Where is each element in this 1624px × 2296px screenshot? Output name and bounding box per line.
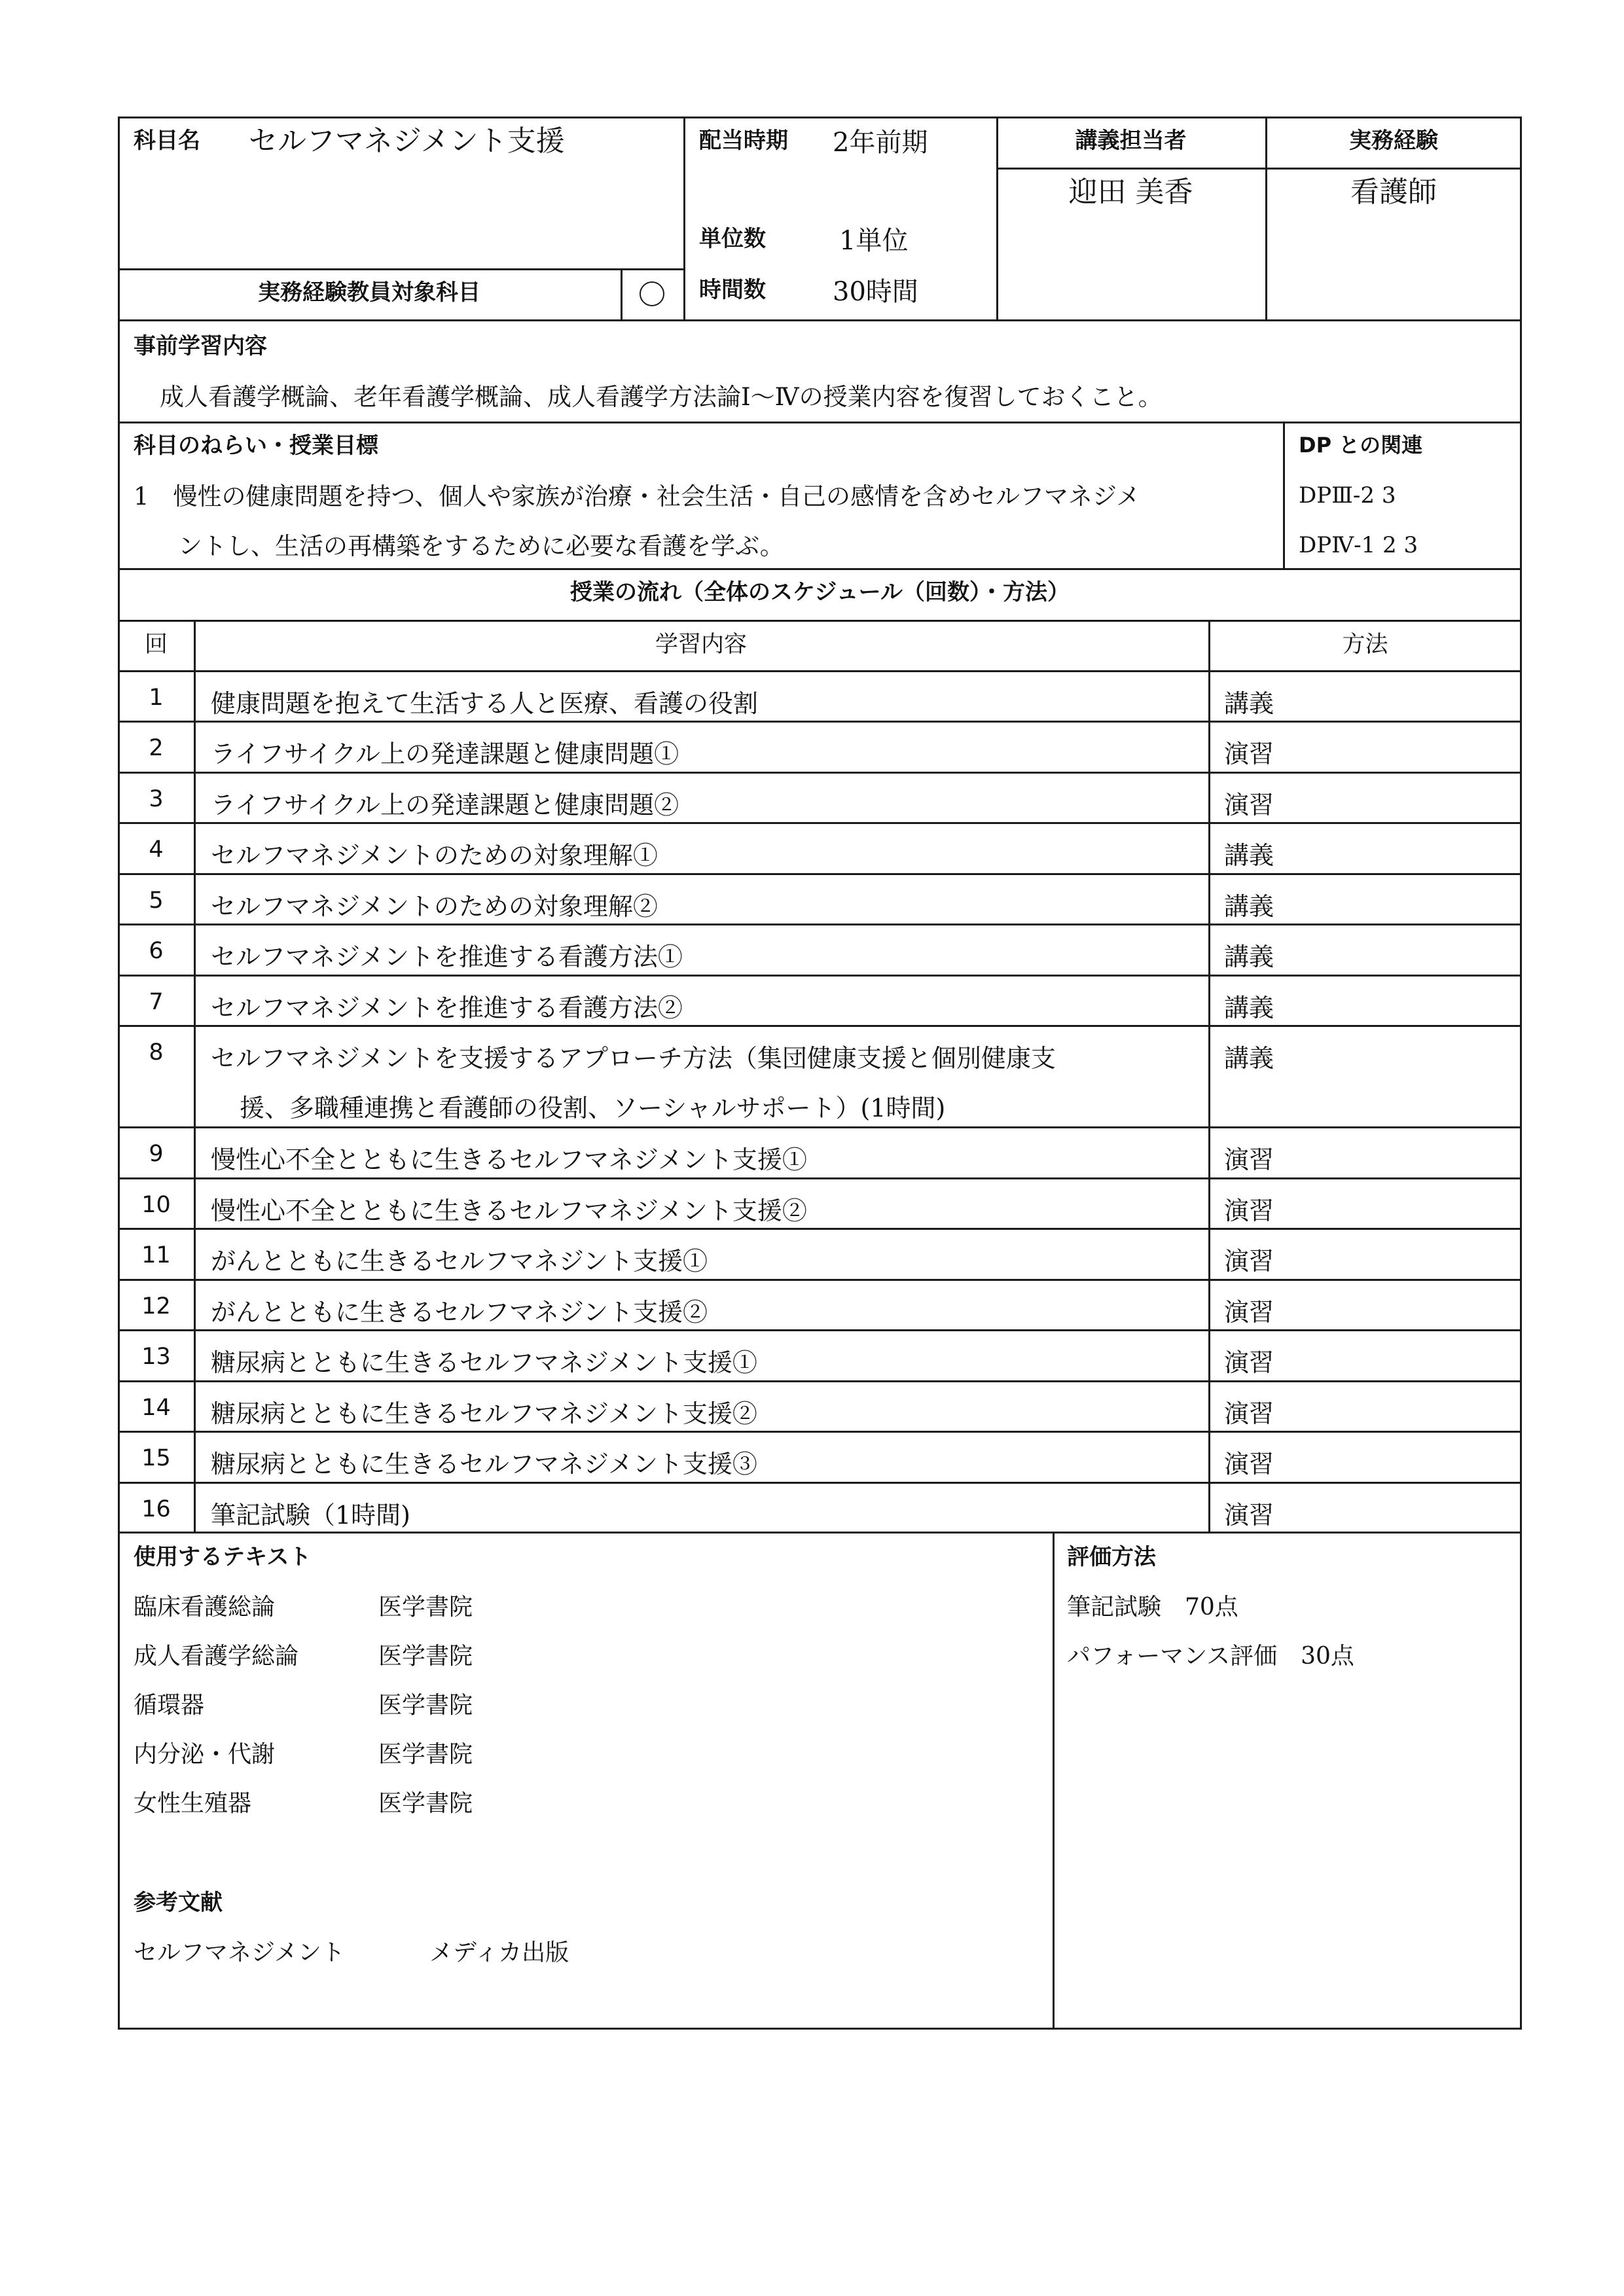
row-content: セルフマネジメントを推進する看護方法② (211, 994, 683, 1022)
reference-publisher: メディカ出版 (429, 1939, 569, 1966)
row-method: 演習 (1224, 1450, 1274, 1479)
subject-label: 科目名 (134, 128, 200, 154)
table-row (118, 925, 1520, 975)
table-row (118, 1382, 1520, 1432)
text-title: 臨床看護総論 (134, 1594, 276, 1621)
prep-label: 事前学習内容 (134, 333, 267, 359)
reference-title: セルフマネジメント (134, 1939, 345, 1966)
schedule-title: 授業の流れ（全体のスケジュール（回数）・方法） (570, 579, 1070, 605)
row-content: 糖尿病とともに生きるセルフマネジメント支援③ (211, 1450, 757, 1479)
target-mark-circle (640, 281, 664, 306)
row-number: 5 (149, 888, 164, 914)
row-content: 糖尿病とともに生きるセルフマネジメント支援② (211, 1399, 757, 1428)
experience-value: 看護師 (1350, 175, 1437, 209)
row-method: 演習 (1224, 1298, 1274, 1327)
table-row (118, 1229, 1520, 1280)
row-number: 15 (141, 1445, 171, 1471)
row-method: 演習 (1224, 740, 1274, 768)
text-publisher: 医学書院 (378, 1594, 473, 1621)
table-row (118, 1280, 1520, 1331)
table-row (118, 874, 1520, 925)
row-number: 4 (149, 836, 164, 863)
row-method: 講義 (1224, 892, 1274, 921)
row-content: 慢性心不全とともに生きるセルフマネジメント支援① (211, 1145, 807, 1174)
row-method: 演習 (1224, 1196, 1274, 1225)
evaluation-item: 筆記試験 70点 (1067, 1594, 1238, 1621)
row-method: 演習 (1224, 791, 1274, 819)
row-content: セルフマネジメントを推進する看護方法① (211, 942, 683, 971)
row-number: 11 (141, 1242, 171, 1268)
row-number: 3 (149, 786, 164, 812)
row-number: 10 (141, 1192, 171, 1218)
table-row (118, 1128, 1520, 1178)
text-publisher: 医学書院 (378, 1790, 473, 1817)
row-content: 健康問題を抱えて生活する人と医療、看護の役割 (211, 689, 759, 718)
text-publisher: 医学書院 (378, 1692, 473, 1719)
lecturer-name: 迎田 美香 (1068, 175, 1193, 209)
text-title: 成人看護学総論 (134, 1643, 299, 1670)
dp-value-1: DPⅢ-2 3 (1299, 482, 1396, 509)
row-method: 講義 (1224, 994, 1274, 1022)
aims-line-1: 1 慢性の健康問題を持つ、個人や家族が治療・社会生活・自己の感情を含めセルフマネジメ (134, 482, 1140, 511)
row-number: 6 (149, 938, 164, 964)
experience-label: 実務経験 (1349, 128, 1438, 154)
table-row (118, 672, 1520, 722)
row-content: 筆記試験（1時間) (211, 1501, 411, 1530)
row-number: 9 (149, 1141, 164, 1167)
row-content: セルフマネジメントを支援するアプローチ方法（集団健康支援と個別健康支 (211, 1044, 1056, 1073)
row-content: がんとともに生きるセルフマネジント支援① (211, 1247, 708, 1276)
dp-value-2: DPⅣ-1 2 3 (1299, 532, 1418, 558)
row-number: 12 (141, 1293, 171, 1319)
target-label: 実務経験教員対象科目 (258, 279, 480, 306)
table-row (118, 1331, 1520, 1381)
dp-label: DP との関連 (1299, 433, 1423, 457)
evaluation-item: パフォーマンス評価 30点 (1067, 1643, 1354, 1670)
row-method: 演習 (1224, 1501, 1274, 1530)
table-row (118, 976, 1520, 1026)
row-method: 演習 (1224, 1348, 1274, 1377)
row-number: 8 (149, 1039, 164, 1066)
row-method: 演習 (1224, 1399, 1274, 1428)
row-content: ライフサイクル上の発達課題と健康問題① (211, 740, 679, 768)
row-number: 14 (141, 1395, 171, 1421)
col-header-no: 回 (144, 632, 168, 658)
row-content: がんとともに生きるセルフマネジント支援② (211, 1298, 708, 1327)
subject-name: セルフマネジメント支援 (249, 124, 565, 158)
period-value: 2年前期 (833, 128, 928, 158)
row-method: 演習 (1224, 1247, 1274, 1276)
aims-label: 科目のねらい・授業目標 (134, 433, 378, 459)
text-title: 女性生殖器 (134, 1790, 252, 1817)
col-header-content: 学習内容 (655, 632, 747, 658)
text-title: 内分泌・代謝 (134, 1741, 276, 1768)
table-row (118, 823, 1520, 874)
row-number: 13 (141, 1344, 171, 1370)
texts-label: 使用するテキスト (134, 1544, 312, 1570)
row-number: 16 (141, 1496, 171, 1522)
prep-text: 成人看護学概論、老年看護学概論、成人看護学方法論Ⅰ～Ⅳの授業内容を復習しておくこと。 (160, 383, 1163, 411)
period-label: 配当時期 (699, 128, 788, 154)
row-content: 慢性心不全とともに生きるセルフマネジメント支援② (211, 1196, 807, 1225)
row-content: セルフマネジメントのための対象理解② (211, 892, 658, 921)
row-method: 講義 (1224, 1044, 1274, 1073)
references-label: 参考文献 (134, 1890, 223, 1916)
row-method: 講義 (1224, 942, 1274, 971)
aims-line-2: ントし、生活の再構築をするために必要な看護を学ぶ。 (178, 532, 784, 560)
table-row (118, 773, 1520, 823)
text-publisher: 医学書院 (378, 1643, 473, 1670)
hours-value: 30時間 (833, 277, 918, 307)
units-label: 単位数 (699, 226, 766, 252)
row-content: ライフサイクル上の発達課題と健康問題② (211, 791, 679, 819)
lecturer-label: 講義担当者 (1075, 128, 1187, 154)
row-number: 7 (149, 989, 164, 1015)
table-row (118, 1432, 1520, 1482)
row-number: 1 (149, 685, 164, 711)
text-title: 循環器 (134, 1692, 205, 1719)
table-row (118, 722, 1520, 772)
row-method: 講義 (1224, 841, 1274, 870)
row-method: 演習 (1224, 1145, 1274, 1174)
text-publisher: 医学書院 (378, 1741, 473, 1768)
row-number: 2 (149, 735, 164, 761)
hours-label: 時間数 (699, 277, 766, 303)
evaluation-label: 評価方法 (1067, 1544, 1156, 1570)
row-method: 講義 (1224, 689, 1274, 718)
table-row (118, 1483, 1520, 1534)
row-content-line-2: 援、多職種連携と看護師の役割、ソーシャルサポート）(1時間) (240, 1094, 946, 1122)
table-row (118, 1026, 1520, 1126)
units-value: 1単位 (839, 226, 909, 256)
table-row (118, 1179, 1520, 1229)
col-header-method: 方法 (1342, 632, 1388, 658)
row-content: 糖尿病とともに生きるセルフマネジメント支援① (211, 1348, 757, 1377)
row-content: セルフマネジメントのための対象理解① (211, 841, 658, 870)
